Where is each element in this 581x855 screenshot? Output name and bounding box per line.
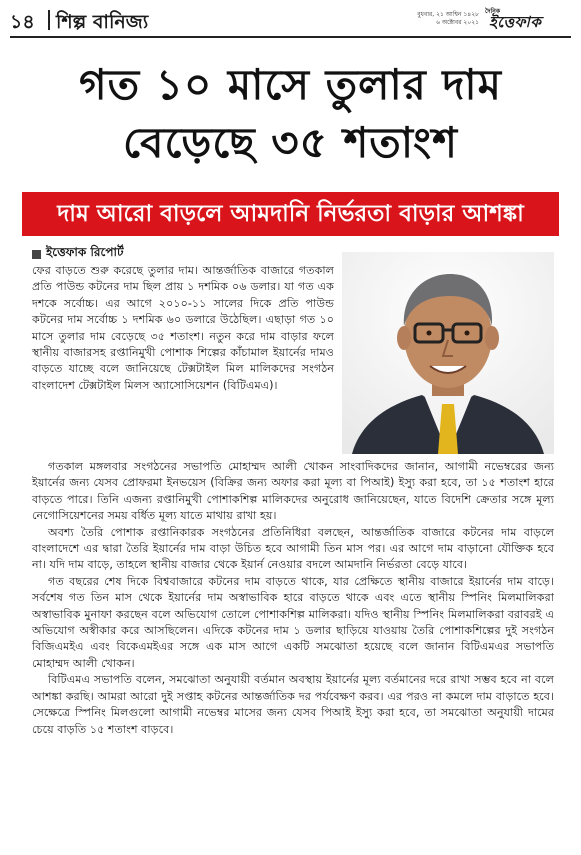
logo-brand-name: ইত্তেফাক [489,13,542,31]
byline [32,244,124,264]
article-paragraph-3: অবশ্য তৈরি পোশাক রপ্তানিকারক সংগঠনের প্রতিনিধিরা বলছেন, আন্তর্জাতিক বাজারে কটনের দাম বাড়লে বাংলাদেশে এর দ্বারা তৈরি ইয়ার্নের দাম বাড়া উচিত হবে আগামী তিন মাস পর। এর আগে দাম বাড়ানো যৌক্তিক হবে না। যদি দাম বাড়ে, তাহলে স্থানীয় বাজার থেকে ইয়ার্ন নেওয়ার বদলে আমদানি নির্ভরতা বেড়ে যাবে। [32,525,554,572]
byline-text: ইত্তেফাক রিপোর্ট [46,245,124,259]
portrait-illustration [342,252,554,454]
portrait-photo [342,252,554,454]
logo-daily-label: দৈনিক [485,8,501,15]
issue-date-bangla: বুধবার, ২১ আশ্বিন ১৪২৮ [417,11,479,18]
headline-line-1: গত ১০ মাসে তুলার দাম [79,60,502,109]
article-lead-paragraph: ফের বাড়তে শুরু করেছে তুলার দাম। আন্তর্জাতিক বাজারে গতকাল প্রতি পাউন্ড কটনের দাম ছিল প্রায় ১ দশমিক ০৬ ডলার। যা গত এক দশকে সর্বোচ্চ। এর আগে ২০১০-১১ সালের দিকে প্রতি পাউন্ড কটনের দাম সর্বোচ্চ ১ দশমিক ৬০ ডলারে উঠেছিল। এছাড়া গত ১০ মাসে তুলার দাম বেড়েছে ৩৫ শতাংশ। নতুন করে দাম বাড়ার ফলে স্থানীয় বাজারসহ রপ্তানিমুখী পোশাক শিল্পের কাঁচামাল ইয়ার্নের দামও বাড়তে যাচ্ছে বলে জানিয়েছে টেক্সটাইল মিল মালিকদের সংগঠন বাংলাদেশ টেক্সটাইল মিলস অ্যাসোসিয়েশন (বিটিএমএ)। [32,264,334,392]
header-divider [48,10,50,30]
newspaper-logo [485,6,571,30]
issue-date-english: ৬ অক্টোবর ২০২১ [436,19,479,26]
issue-date [417,11,479,27]
article-body [32,459,554,738]
subheadline-banner: দাম আরো বাড়লে আমদানি নির্ভরতা বাড়ার আশঙ্কা [22,192,559,236]
headline [20,56,561,172]
article-paragraph-4: গত বছরের শেষ দিকে বিশ্ববাজারে কটনের দাম বাড়তে থাকে, যার প্রেক্ষিতে স্থানীয় বাজারে ইয়ার্নের দাম বাড়ে। সর্বশেষ গত তিন মাস থেকে ইয়ার্নের দাম অস্বাভাবিক হারে বাড়তে থাকে এবং এতে স্থানীয় স্পিনিং মিলমালিকরা অস্বাভাবিক মুনাফা করছেন বলে অভিযোগ তোলে পোশাকশিল্প মালিকরা। যদিও স্থানীয় স্পিনিং মিলমালিকরা বরাবরই এ অভিযোগ অস্বীকার করে আসছিলেন। এদিকে কটনের দাম ১ ডলার ছাড়িয়ে যাওয়ায় তৈরি পোশাকশিল্পের দুই সংগঠন বিজিএমইএ এবং বিকেএমইএর সঙ্গে এক মাস আগে একটি সমঝোতা হয়েছে বলে জানান বিটিএমএর সভাপতি মোহাম্মদ আলী খোকন। [32,574,554,670]
byline-square-icon [32,250,41,259]
headline-line-2: বেড়েছে ৩৫ শতাংশ [123,118,458,167]
page-header [10,6,571,38]
article-paragraph-5: বিটিএমএ সভাপতি বলেন, সমঝোতা অনুযায়ী বর্তমান অবস্থায় ইয়ার্নের মূল্য বর্তমানের দরে রাখা সম্ভব হবে না বলে আশঙ্কা করছি। আমরা আরো দুই সপ্তাহ কটনের আন্তর্জাতিক দর পর্যবেক্ষণ করব। এর পরও না কমলে দাম বাড়াতে হবে। সেক্ষেত্রে স্পিনিং মিলগুলো আগামী নভেম্বর মাসের জন্য যেসব পিআই ইস্যু করা হবে, তা সমঝোতা অনুযায়ী দামের চেয়ে বাড়তি ১৫ শতাংশ বাড়বে। [32,673,554,736]
article-lead [32,263,334,394]
page-number: ১৪ [10,11,35,33]
section-title: শিল্প বানিজ্য [56,11,149,33]
article-paragraph-2: গতকাল মঙ্গলবার সংগঠনের সভাপতি মোহাম্মদ আলী খোকন সাংবাদিকদের জানান, আগামী নভেম্বরের জন্য ইয়ার্নের জন্য যেসব প্রোফরমা ইনভয়েস (বিক্রির জন্য অফার করা মূল্য বা পিআই) ইস্যু করা হবে, তা ১৫ শতাংশ হারে বাড়তে পারে। তিনি এজন্য রপ্তানিমুখী পোশাকশিল্প মালিকদের অনুরোধ জানিয়েছেন, যাতে বিদেশি ক্রেতার সঙ্গে মূল্য নেগোসিয়েশনের সময় বর্ধিত মূল্য যাতে মাথায় রাখা হয়। [32,460,554,523]
